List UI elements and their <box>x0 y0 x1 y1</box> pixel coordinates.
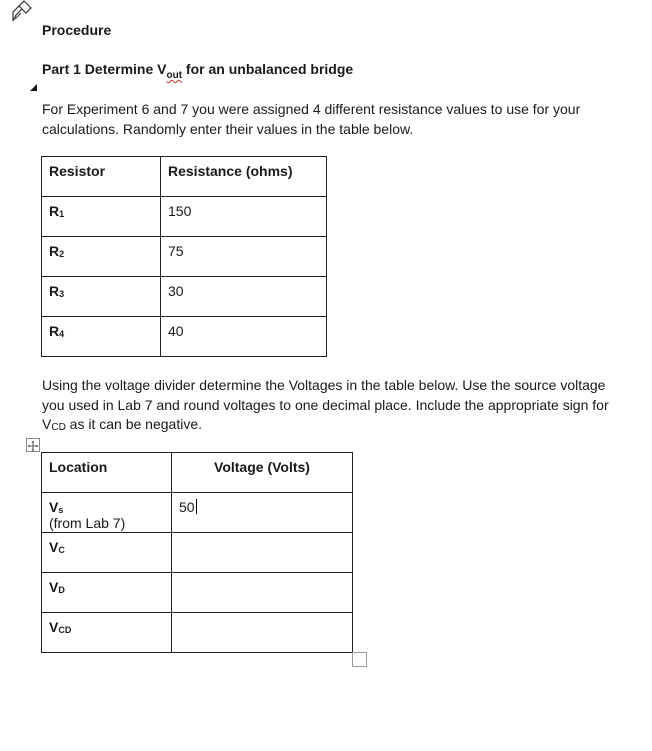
table-row <box>42 277 327 317</box>
instructions-paragraph-1: For Experiment 6 and 7 you were assigned 4 different resistance values to use for your calculations. Randomly enter their values in the table below. <box>42 101 581 137</box>
location-label: Vs (from Lab 7) <box>42 493 172 533</box>
table-resize-handle-icon[interactable] <box>352 652 367 667</box>
voltage-header: Voltage (Volts) <box>172 453 353 493</box>
location-label: VC <box>42 533 172 573</box>
voltage-table <box>41 452 353 653</box>
part1-title-sub: out <box>166 69 183 81</box>
resistor-header: Resistor <box>42 157 161 197</box>
part1-title <box>42 61 353 81</box>
instructions-paragraph-2: Using the voltage divider determine the Voltages in the table below. Use the source voltage you used in Lab 7 and round voltages to one decimal place. Include the appropriate sign for VCD as it can be negative. <box>42 377 609 433</box>
table-move-handle-icon[interactable] <box>26 438 40 452</box>
collapse-triangle-icon[interactable] <box>30 84 37 91</box>
resistance-cell[interactable]: 75 <box>161 237 327 277</box>
voltage-cell[interactable] <box>172 613 353 653</box>
resistance-cell[interactable]: 30 <box>161 277 327 317</box>
resistance-header: Resistance (ohms) <box>161 157 327 197</box>
resistance-table <box>41 156 327 357</box>
text-cursor <box>196 499 197 514</box>
table-row <box>42 317 327 357</box>
table-row <box>42 533 353 573</box>
procedure-heading: Procedure <box>42 22 112 38</box>
part1-title-after: for an unbalanced bridge <box>182 61 354 77</box>
location-label: VCD <box>42 613 172 653</box>
table-row <box>42 237 327 277</box>
location-note: (from Lab 7) <box>49 515 126 531</box>
table-row <box>42 613 353 653</box>
resistor-label: R3 <box>42 277 161 317</box>
table-header-row <box>42 453 353 493</box>
table-row <box>42 493 353 533</box>
resistor-label: R2 <box>42 237 161 277</box>
voltage-cell[interactable] <box>172 533 353 573</box>
resistance-cell[interactable]: 40 <box>161 317 327 357</box>
resistor-label: R4 <box>42 317 161 357</box>
resistor-label: R1 <box>42 197 161 237</box>
location-header: Location <box>42 453 172 493</box>
voltage-cell[interactable]: 50 <box>172 493 353 533</box>
resistance-cell[interactable]: 150 <box>161 197 327 237</box>
table-row <box>42 197 327 237</box>
part1-title-before: Part 1 Determine V <box>42 61 167 77</box>
object-anchor-icon <box>10 0 32 22</box>
voltage-cell[interactable] <box>172 573 353 613</box>
table-row <box>42 573 353 613</box>
table-header-row <box>42 157 327 197</box>
location-label: VD <box>42 573 172 613</box>
